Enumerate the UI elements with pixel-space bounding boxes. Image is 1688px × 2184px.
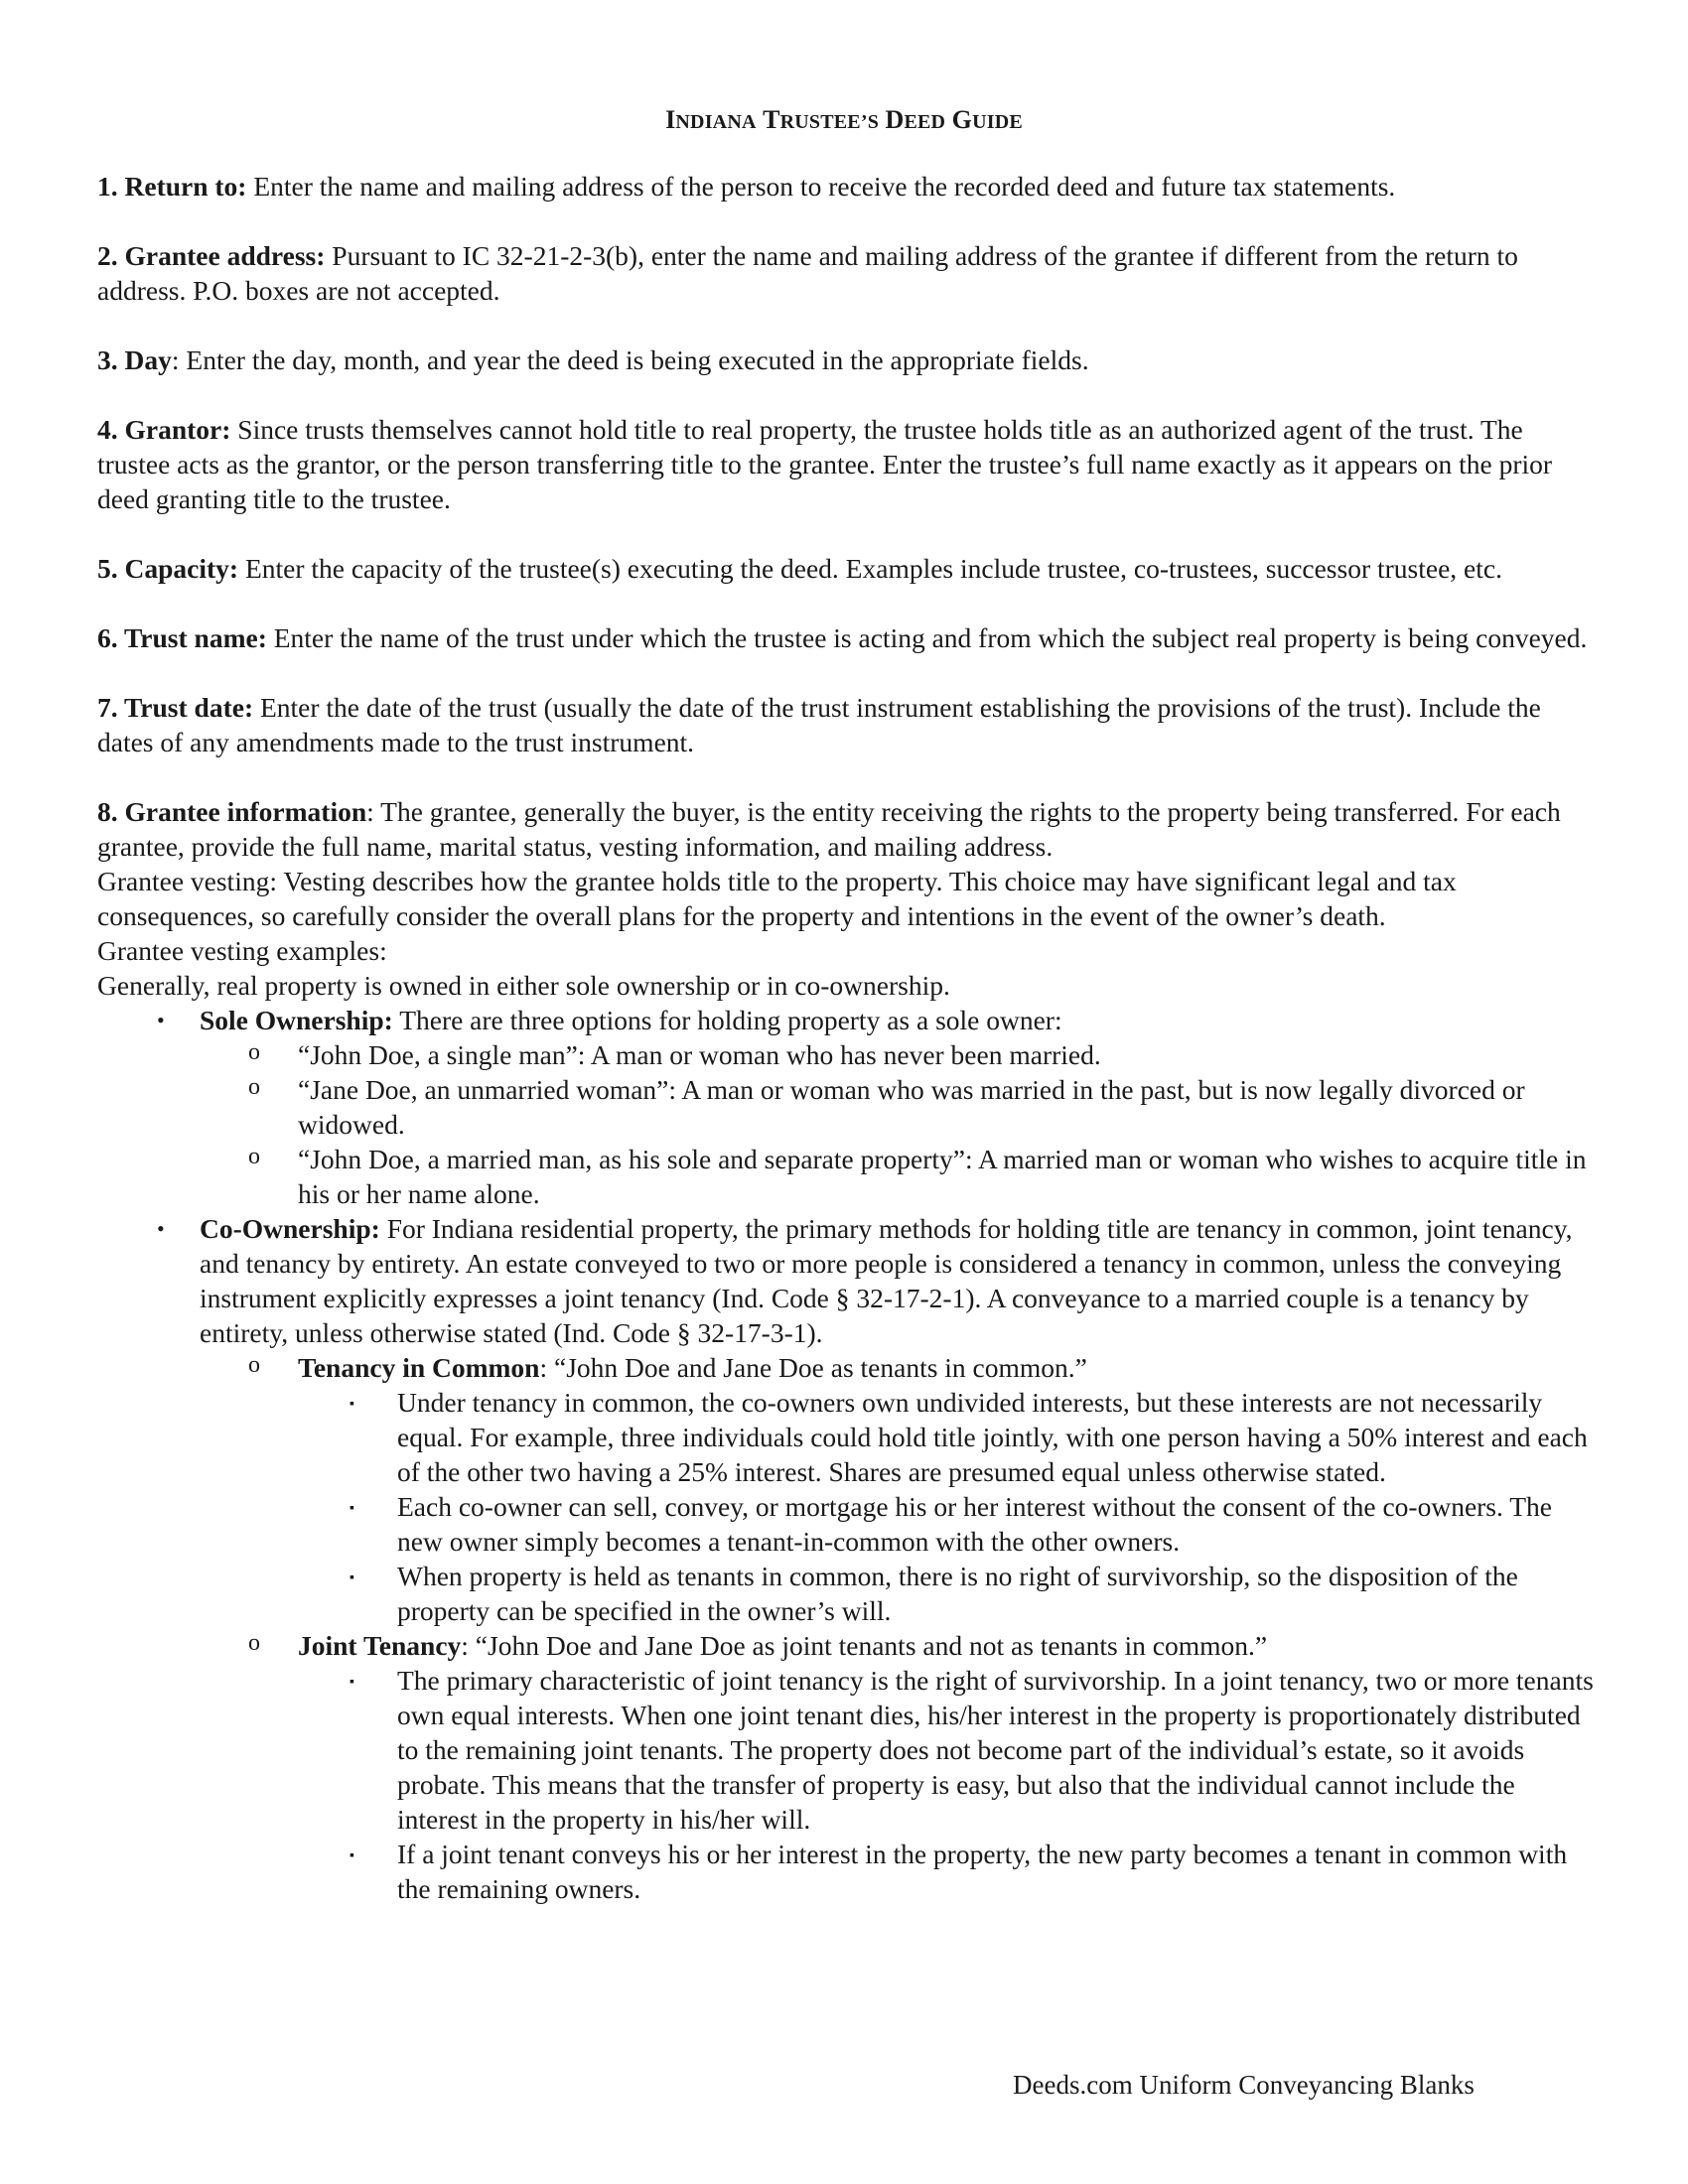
title-part: NDIANA xyxy=(675,111,757,133)
hollow-circle-bullet-icon: o xyxy=(248,1352,260,1378)
bullet-icon: • xyxy=(157,1008,165,1032)
list-item-co-ownership xyxy=(97,1211,1597,1350)
section-day xyxy=(97,342,1597,377)
section-grantee-information xyxy=(97,794,1597,864)
section-text: : Enter the day, month, and year the deed is being executed in the appropriate fields. xyxy=(171,344,1089,375)
title-part: I xyxy=(665,105,676,134)
list-item-text: “Jane Doe, an unmarried woman”: A man or woman who was married in the past, but is now legally divorced or widowed. xyxy=(298,1074,1525,1140)
square-bullet-icon: ▪ xyxy=(350,1848,354,1863)
list-item-text: There are three options for holding property as a sole owner: xyxy=(392,1005,1062,1035)
list-item-text: Each co-owner can sell, convey, or mortgage his or her interest without the consent of the co-owners. The new owner simply becomes a tenant-in-common with the other owners. xyxy=(397,1491,1553,1557)
section-trust-date xyxy=(97,690,1597,759)
vesting-examples-heading: Grantee vesting examples: xyxy=(97,935,387,966)
joint-tenancy-item xyxy=(97,1628,1597,1663)
sole-option-item xyxy=(97,1072,1597,1142)
list-item-label: Co-Ownership: xyxy=(200,1213,380,1244)
list-item-text: : “John Doe and Jane Doe as tenants in common.” xyxy=(539,1352,1087,1383)
section-capacity xyxy=(97,551,1597,586)
tenancy-in-common-item xyxy=(97,1350,1597,1385)
title-part: D xyxy=(885,105,905,134)
title-part: G xyxy=(951,105,973,134)
section-grantor xyxy=(97,412,1597,516)
section-text: Enter the name and mailing address of the person to receive the recorded deed and future tax statements. xyxy=(246,171,1396,202)
list-item-text: The primary characteristic of joint tenancy is the right of survivorship. In a joint tenancy, two or more tenants own equal interests. When one joint tenant dies, his/her interest in the property is proportionately distributed to the remaining joint tenants. The property does not become part of the individual’s estate, so it avoids probate. This means that the transfer of property is easy, but also that the individual cannot include the interest in the property in his/her will. xyxy=(397,1665,1594,1835)
list-item-sole-ownership xyxy=(97,1003,1597,1037)
tenancy-in-common-point xyxy=(97,1489,1597,1559)
list-item-label: Joint Tenancy xyxy=(298,1630,462,1661)
hollow-circle-bullet-icon: o xyxy=(248,1144,260,1169)
title-part: EED xyxy=(904,111,946,133)
joint-tenancy-point xyxy=(97,1663,1597,1837)
page-footer: Deeds.com Uniform Conveyancing Blanks xyxy=(1013,2070,1475,2100)
list-item-text: : “John Doe and Jane Doe as joint tenants and not as tenants in common.” xyxy=(461,1630,1268,1661)
sole-option-item xyxy=(97,1142,1597,1211)
hollow-circle-bullet-icon: o xyxy=(248,1630,260,1656)
square-bullet-icon: ▪ xyxy=(350,1570,354,1585)
hollow-circle-bullet-icon: o xyxy=(248,1039,260,1065)
section-label: 3. Day xyxy=(97,344,172,375)
ownership-intro: Generally, real property is owned in either sole ownership or in co-ownership. xyxy=(97,970,950,1001)
square-bullet-icon: ▪ xyxy=(350,1501,354,1516)
bullet-icon: • xyxy=(157,1216,165,1241)
section-text: Pursuant to IC 32-21-2-3(b), enter the name and mailing address of the grantee if different from the return to address. P.O. boxes are not accepted. xyxy=(97,240,1518,306)
section-label: 6. Trust name: xyxy=(97,622,267,653)
list-item-text: “John Doe, a married man, as his sole and separate property”: A married man or woman who wishes to acquire title in his or her name alone. xyxy=(298,1144,1587,1209)
document-title xyxy=(0,102,1688,140)
section-label: 1. Return to: xyxy=(97,171,247,202)
list-item-text: When property is held as tenants in common, there is no right of survivorship, so the disposition of the property can be specified in the owner’s will. xyxy=(397,1561,1518,1626)
list-item-text: For Indiana residential property, the primary methods for holding title are tenancy in common, joint tenancy, and tenancy by entirety. An estate conveyed to two or more people is considered a tenancy in common, unless the conveying instrument explicitly expresses a joint tenancy (Ind. Code § 32-17-2-1). A conveyance to a married couple is a tenancy by entirety, unless otherwise stated (Ind. Code § 32-17-3-1). xyxy=(200,1213,1573,1348)
section-return-to xyxy=(97,169,1597,204)
section-text: : The grantee, generally the buyer, is the entity receiving the rights to the property being transferred. For each grantee, provide the full name, marital status, vesting information, and mailing address. xyxy=(97,796,1561,862)
section-label: 7. Trust date: xyxy=(97,692,254,723)
section-label: 2. Grantee address: xyxy=(97,240,326,271)
title-part: UIDE xyxy=(972,111,1023,133)
grantee-vesting-paragraph: Grantee vesting: Vesting describes how the grantee holds title to the property. This choice may have significant legal and tax consequences, so carefully consider the overall plans for the property and intentions in the event of the owner’s death. xyxy=(97,866,1457,931)
hollow-circle-bullet-icon: o xyxy=(248,1074,260,1100)
sole-option-item xyxy=(97,1037,1597,1072)
section-label: 5. Capacity: xyxy=(97,553,239,584)
section-label: 8. Grantee information xyxy=(97,796,367,827)
section-grantee-address xyxy=(97,238,1597,308)
list-item-label: Sole Ownership: xyxy=(200,1005,393,1035)
joint-tenancy-point xyxy=(97,1837,1597,1906)
tenancy-in-common-point xyxy=(97,1385,1597,1489)
section-text: Enter the capacity of the trustee(s) executing the deed. Examples include trustee, co-trustees, successor trustee, etc. xyxy=(238,553,1502,584)
list-item-text: “John Doe, a single man”: A man or woman who has never been married. xyxy=(298,1039,1101,1070)
title-part: T xyxy=(763,105,780,134)
tenancy-in-common-point xyxy=(97,1559,1597,1628)
document-body xyxy=(97,169,1597,1906)
list-item-text: Under tenancy in common, the co-owners own undivided interests, but these interests are not necessarily equal. For example, three individuals could hold title jointly, with one person having a 50% interest and each of the other two having a 25% interest. Shares are presumed equal unless otherwise stated. xyxy=(397,1387,1588,1487)
square-bullet-icon: ▪ xyxy=(350,1675,354,1690)
section-label: 4. Grantor: xyxy=(97,414,231,445)
section-trust-name xyxy=(97,620,1597,655)
section-text: Enter the name of the trust under which the trustee is acting and from which the subject real property is being conveyed. xyxy=(266,622,1588,653)
title-part: RUSTEE’S xyxy=(779,111,880,133)
square-bullet-icon: ▪ xyxy=(350,1397,354,1412)
section-text: Since trusts themselves cannot hold title to real property, the trustee holds title as an authorized agent of the trust. The trustee acts as the grantor, or the person transferring title to the grantee. Enter the trustee’s full name exactly as it appears on the prior deed granting title to the trustee. xyxy=(97,414,1553,514)
list-item-text: If a joint tenant conveys his or her interest in the property, the new party becomes a tenant in common with the remaining owners. xyxy=(397,1839,1568,1904)
list-item-label: Tenancy in Common xyxy=(298,1352,540,1383)
section-text: Enter the date of the trust (usually the date of the trust instrument establishing the provisions of the trust). Include the dates of any amendments made to the trust instrument. xyxy=(97,692,1541,757)
